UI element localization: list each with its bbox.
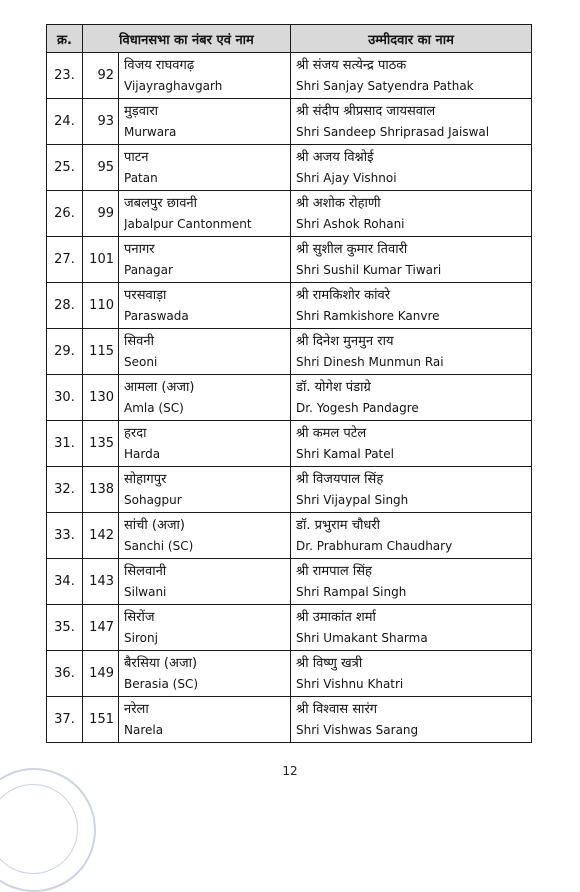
- table-row: [47, 467, 532, 513]
- candidate-name-hindi: श्री उमाकांत शर्मा: [296, 609, 376, 625]
- constituency-name-english: Paraswada: [124, 308, 189, 323]
- table-row: [47, 651, 532, 697]
- candidate-name-hindi: श्री संजय सत्येन्द्र पाठक: [296, 57, 407, 73]
- constituency-number: 101: [83, 237, 119, 283]
- candidate-name-english: Shri Kamal Patel: [296, 446, 394, 461]
- constituency-name-hindi: नरेला: [124, 701, 149, 717]
- serial-number: 29.: [47, 329, 83, 375]
- constituency-name: [119, 605, 291, 651]
- candidate-name-hindi: श्री सुशील कुमार तिवारी: [296, 241, 408, 257]
- candidate-name-hindi: श्री अशोक रोहाणी: [296, 195, 381, 211]
- constituency-name-hindi: बैरसिया (अजा): [124, 655, 198, 671]
- constituency-number: 149: [83, 651, 119, 697]
- party-seal-inner-ring: [0, 784, 78, 874]
- serial-number: 32.: [47, 467, 83, 513]
- candidate-name-english: Dr. Prabhuram Chaudhary: [296, 538, 453, 553]
- constituency-name-english: Seoni: [124, 354, 158, 369]
- header-constituency: विधानसभा का नंबर एवं नाम: [83, 25, 291, 53]
- serial-number: 34.: [47, 559, 83, 605]
- constituency-number: 115: [83, 329, 119, 375]
- table-row: [47, 329, 532, 375]
- candidate-name-english: Shri Vijaypal Singh: [296, 492, 409, 507]
- candidate-name: [291, 191, 532, 237]
- candidate-name-hindi: श्री रामकिशोर कांवरे: [296, 287, 391, 303]
- header-serial: क्र.: [47, 25, 83, 53]
- table-row: [47, 559, 532, 605]
- table-row: [47, 237, 532, 283]
- constituency-name-english: Sironj: [124, 630, 158, 645]
- constituency-number: 147: [83, 605, 119, 651]
- candidate-table: [46, 24, 532, 743]
- constituency-name-hindi: सिरोंज: [124, 609, 155, 625]
- constituency-number: 130: [83, 375, 119, 421]
- candidate-name-hindi: श्री संदीप श्रीप्रसाद जायसवाल: [296, 103, 436, 119]
- serial-number: 27.: [47, 237, 83, 283]
- table-row: [47, 421, 532, 467]
- constituency-name: [119, 53, 291, 99]
- constituency-name: [119, 651, 291, 697]
- constituency-name: [119, 283, 291, 329]
- table-row: [47, 513, 532, 559]
- table-row: [47, 375, 532, 421]
- constituency-name-hindi: सोहागपुर: [124, 471, 167, 487]
- table-row: [47, 697, 532, 743]
- party-seal-stamp: [0, 768, 96, 892]
- candidate-name: [291, 559, 532, 605]
- constituency-number: 142: [83, 513, 119, 559]
- serial-number: 37.: [47, 697, 83, 743]
- table-body: [47, 53, 532, 743]
- constituency-name-english: Sanchi (SC): [124, 538, 194, 553]
- constituency-number: 92: [83, 53, 119, 99]
- candidate-name-english: Shri Sanjay Satyendra Pathak: [296, 78, 474, 93]
- table-row: [47, 283, 532, 329]
- constituency-name-english: Vijayraghavgarh: [124, 78, 223, 93]
- table-header-row: [47, 25, 532, 53]
- constituency-name-hindi: सांची (अजा): [124, 517, 185, 533]
- serial-number: 24.: [47, 99, 83, 145]
- candidate-name: [291, 99, 532, 145]
- constituency-name: [119, 421, 291, 467]
- serial-number: 23.: [47, 53, 83, 99]
- constituency-name-hindi: पनागर: [124, 241, 155, 257]
- serial-number: 35.: [47, 605, 83, 651]
- page-number: 12: [282, 764, 298, 778]
- candidate-name-english: Shri Ashok Rohani: [296, 216, 405, 231]
- constituency-name: [119, 467, 291, 513]
- header-candidate: उम्मीदवार का नाम: [291, 25, 532, 53]
- candidate-name: [291, 697, 532, 743]
- candidate-name: [291, 605, 532, 651]
- candidate-name-english: Shri Sushil Kumar Tiwari: [296, 262, 442, 277]
- candidate-name-hindi: श्री दिनेश मुनमुन राय: [296, 333, 394, 349]
- constituency-name-english: Amla (SC): [124, 400, 184, 415]
- candidate-name-english: Shri Vishnu Khatri: [296, 676, 404, 691]
- candidate-name-english: Shri Ramkishore Kanvre: [296, 308, 440, 323]
- candidate-name-english: Shri Sandeep Shriprasad Jaiswal: [296, 124, 490, 139]
- candidate-name-hindi: श्री रामपाल सिंह: [296, 563, 372, 579]
- candidate-name-english: Shri Rampal Singh: [296, 584, 407, 599]
- candidate-name-hindi: श्री विष्णु खत्री: [296, 655, 363, 671]
- candidate-name-hindi: डॉ. योगेश पंडाग्रे: [296, 379, 371, 395]
- candidate-name-hindi: श्री विजयपाल सिंह: [296, 471, 384, 487]
- constituency-name-english: Narela: [124, 722, 164, 737]
- candidate-name: [291, 237, 532, 283]
- candidate-name: [291, 53, 532, 99]
- candidate-name-english: Shri Umakant Sharma: [296, 630, 428, 645]
- candidate-name-english: Dr. Yogesh Pandagre: [296, 400, 419, 415]
- constituency-name-english: Jabalpur Cantonment: [124, 216, 252, 231]
- constituency-number: 138: [83, 467, 119, 513]
- candidate-name: [291, 283, 532, 329]
- table-row: [47, 605, 532, 651]
- table-row: [47, 53, 532, 99]
- constituency-name: [119, 559, 291, 605]
- constituency-number: 135: [83, 421, 119, 467]
- constituency-name-hindi: हरदा: [124, 425, 147, 441]
- candidate-name-hindi: डॉ. प्रभुराम चौधरी: [296, 517, 381, 533]
- constituency-name-hindi: विजय राघवगढ़: [124, 57, 195, 73]
- candidate-name-hindi: श्री अजय विश्नोई: [296, 149, 374, 165]
- constituency-name-english: Sohagpur: [124, 492, 182, 507]
- constituency-name-hindi: आमला (अजा): [124, 379, 195, 395]
- serial-number: 36.: [47, 651, 83, 697]
- constituency-name-english: Patan: [124, 170, 158, 185]
- constituency-number: 110: [83, 283, 119, 329]
- serial-number: 33.: [47, 513, 83, 559]
- table-row: [47, 145, 532, 191]
- constituency-name: [119, 145, 291, 191]
- constituency-name: [119, 697, 291, 743]
- constituency-name-hindi: पाटन: [124, 149, 149, 165]
- constituency-number: 151: [83, 697, 119, 743]
- serial-number: 25.: [47, 145, 83, 191]
- candidate-name: [291, 651, 532, 697]
- table-row: [47, 99, 532, 145]
- candidate-name-english: Shri Dinesh Munmun Rai: [296, 354, 444, 369]
- constituency-name: [119, 375, 291, 421]
- constituency-name: [119, 191, 291, 237]
- candidate-name: [291, 421, 532, 467]
- candidate-name: [291, 467, 532, 513]
- serial-number: 26.: [47, 191, 83, 237]
- constituency-name-english: Berasia (SC): [124, 676, 199, 691]
- table-row: [47, 191, 532, 237]
- candidate-name-hindi: श्री विश्वास सारंग: [296, 701, 378, 717]
- candidate-name: [291, 375, 532, 421]
- constituency-name-hindi: मुड़वारा: [124, 103, 159, 119]
- constituency-name: [119, 99, 291, 145]
- constituency-number: 93: [83, 99, 119, 145]
- serial-number: 30.: [47, 375, 83, 421]
- constituency-name: [119, 513, 291, 559]
- candidate-name: [291, 513, 532, 559]
- constituency-name-hindi: सिलवानी: [124, 563, 167, 579]
- constituency-name-hindi: जबलपुर छावनी: [124, 195, 198, 211]
- candidate-name-english: Shri Vishwas Sarang: [296, 722, 419, 737]
- constituency-name-english: Silwani: [124, 584, 167, 599]
- constituency-name-hindi: परसवाड़ा: [124, 287, 167, 303]
- candidate-name-english: Shri Ajay Vishnoi: [296, 170, 397, 185]
- constituency-name-hindi: सिवनी: [124, 333, 154, 349]
- constituency-name-english: Murwara: [124, 124, 177, 139]
- constituency-number: 99: [83, 191, 119, 237]
- constituency-name: [119, 237, 291, 283]
- serial-number: 31.: [47, 421, 83, 467]
- candidate-name: [291, 145, 532, 191]
- constituency-name-english: Harda: [124, 446, 161, 461]
- serial-number: 28.: [47, 283, 83, 329]
- constituency-name: [119, 329, 291, 375]
- candidate-name-hindi: श्री कमल पटेल: [296, 425, 367, 441]
- constituency-number: 143: [83, 559, 119, 605]
- candidate-name: [291, 329, 532, 375]
- constituency-number: 95: [83, 145, 119, 191]
- constituency-name-english: Panagar: [124, 262, 173, 277]
